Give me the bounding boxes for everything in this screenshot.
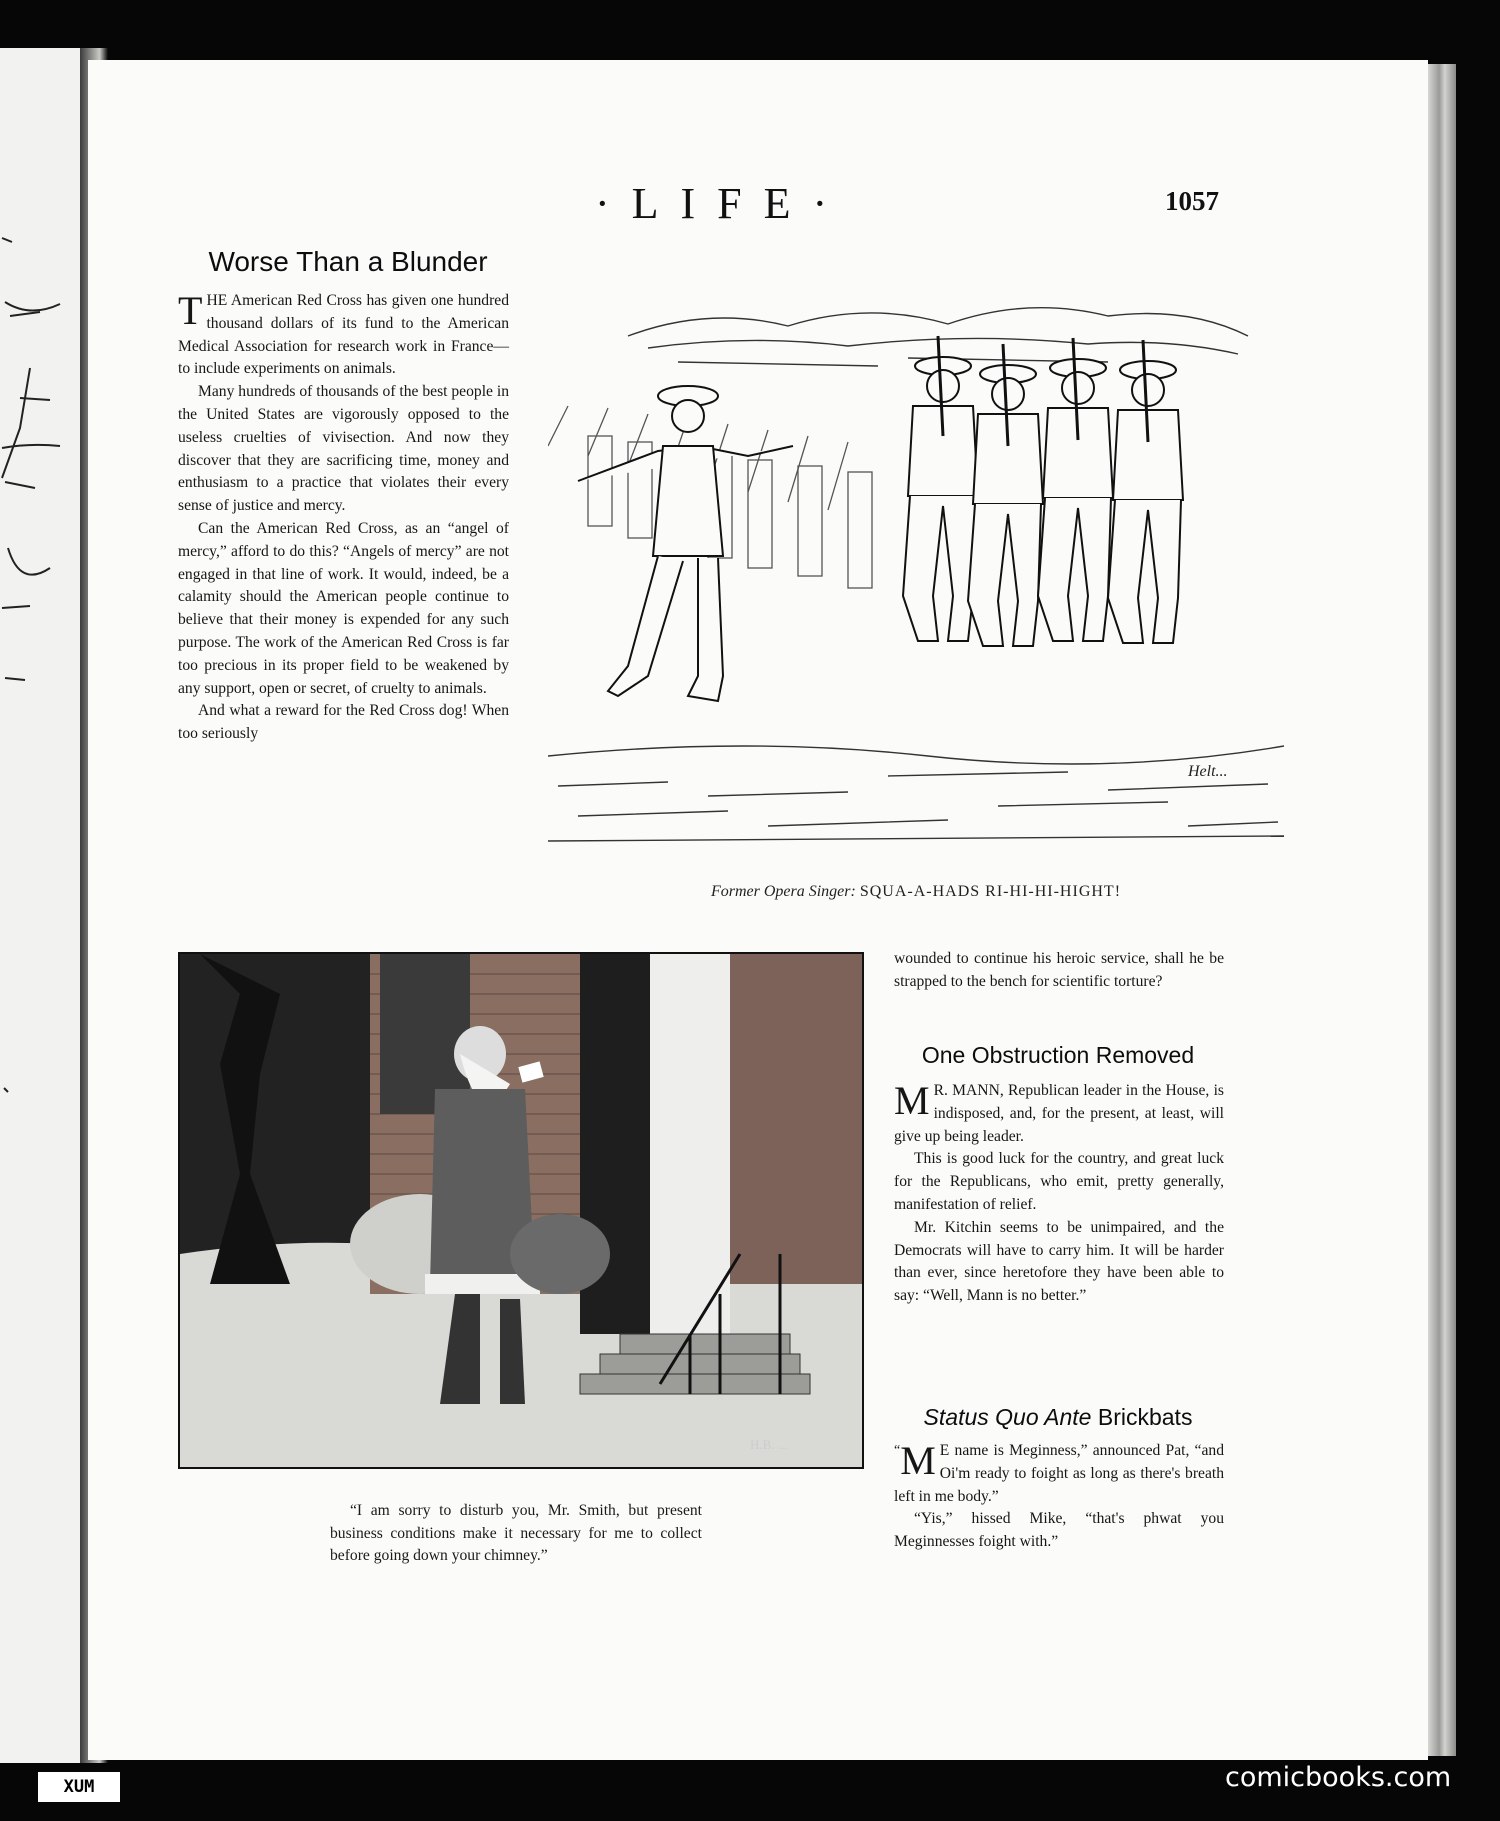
- artist-signature: H.B. ...: [750, 1437, 788, 1452]
- drop-cap: M: [894, 1078, 930, 1123]
- article-one-obstruction-removed: [894, 1080, 1224, 1308]
- paragraph-1: M R. MANN, Republican leader in the House, is indisposed, and, for the present, at least, will give up being leader.: [894, 1078, 1224, 1145]
- previous-page-edge: [0, 48, 82, 1763]
- page-number: 1057: [1165, 186, 1219, 216]
- masthead-title: ·LIFE·: [595, 179, 850, 228]
- santa-scene: [180, 954, 862, 1467]
- paragraph-2: This is good luck for the country, and great luck for the Republicans, who emit, pretty generally, manifestation of relief.: [894, 1150, 1224, 1213]
- drop-cap: M: [900, 1438, 936, 1483]
- paragraph-2: “Yis,” hissed Mike, “that's phwat you Meginnesses foight with.”: [894, 1510, 1224, 1551]
- santa-caption: “I am sorry to disturb you, Mr. Smith, but present business conditions make it necessary for me to collect before going down your chimney.”: [330, 1502, 702, 1565]
- soldiers-caption: [548, 883, 1284, 901]
- scan-tag: XUM: [38, 1772, 120, 1802]
- article-worse-than-a-blunder: [178, 290, 509, 746]
- paragraph-4: And what a reward for the Red Cross dog! When too seriously: [178, 702, 509, 743]
- caption-words: SQUA-A-HADS RI-HI-HI-HIGHT!: [859, 883, 1122, 900]
- paragraph-1: THE American Red Cross has given one hundred thousand dollars of its fund to the American Medical Association for research work in France—to include experiments on animals.: [178, 288, 509, 378]
- paragraph-3: Can the American Red Cross, as an “angel of mercy,” afford to do this? “Angels of mercy” are not engaged in that line of work. It would, indeed, be a calamity should the American people continue to believe that their money is expended for any such purpose. The work of the American Red Cross is far too precious in its proper field to be weakened by any support, open or secret, of cruelty to animals.: [178, 519, 509, 697]
- drop-cap: T: [178, 288, 203, 333]
- caption-speaker: Former Opera Singer:: [710, 883, 856, 900]
- soldiers-illustration: [548, 296, 1284, 851]
- santa-illustration: [178, 952, 864, 1469]
- previous-page-sketch: [0, 48, 80, 1763]
- headline-status-quo-ante-brickbats: Status Quo Ante Brickbats: [923, 1404, 1193, 1430]
- artist-signature: Helt...: [1188, 763, 1228, 780]
- watermark: comicbooks.com: [1225, 1762, 1452, 1793]
- paragraph-1: “ M E name is Meginness,” announced Pat, “and Oi'm ready to foight as long as there's breath left in me body.”: [894, 1438, 1224, 1505]
- headline-worse-than-a-blunder: Worse Than a Blunder: [208, 246, 488, 277]
- article-status-quo-ante-brickbats: [894, 1440, 1224, 1554]
- headline-one-obstruction-removed: One Obstruction Removed: [921, 1042, 1195, 1068]
- article-worse-continuation: wounded to continue his heroic service, shall he be strapped to the bench for scientific torture?: [894, 950, 1224, 990]
- paragraph-3: Mr. Kitchin seems to be unimpaired, and the Democrats will have to carry him. It will be harder than ever, since heretofore they have been able to say: “Well, Mann is no better.”: [894, 1218, 1224, 1305]
- page-stack-edge: [1428, 64, 1456, 1756]
- paragraph-2: Many hundreds of thousands of the best people in the United States are vigorously opposed to the useless cruelties of vivisection. And now they discover that they are sacrificing time, money and enthusiasm to a practice that violates their every sense of justice and mercy.: [178, 383, 509, 515]
